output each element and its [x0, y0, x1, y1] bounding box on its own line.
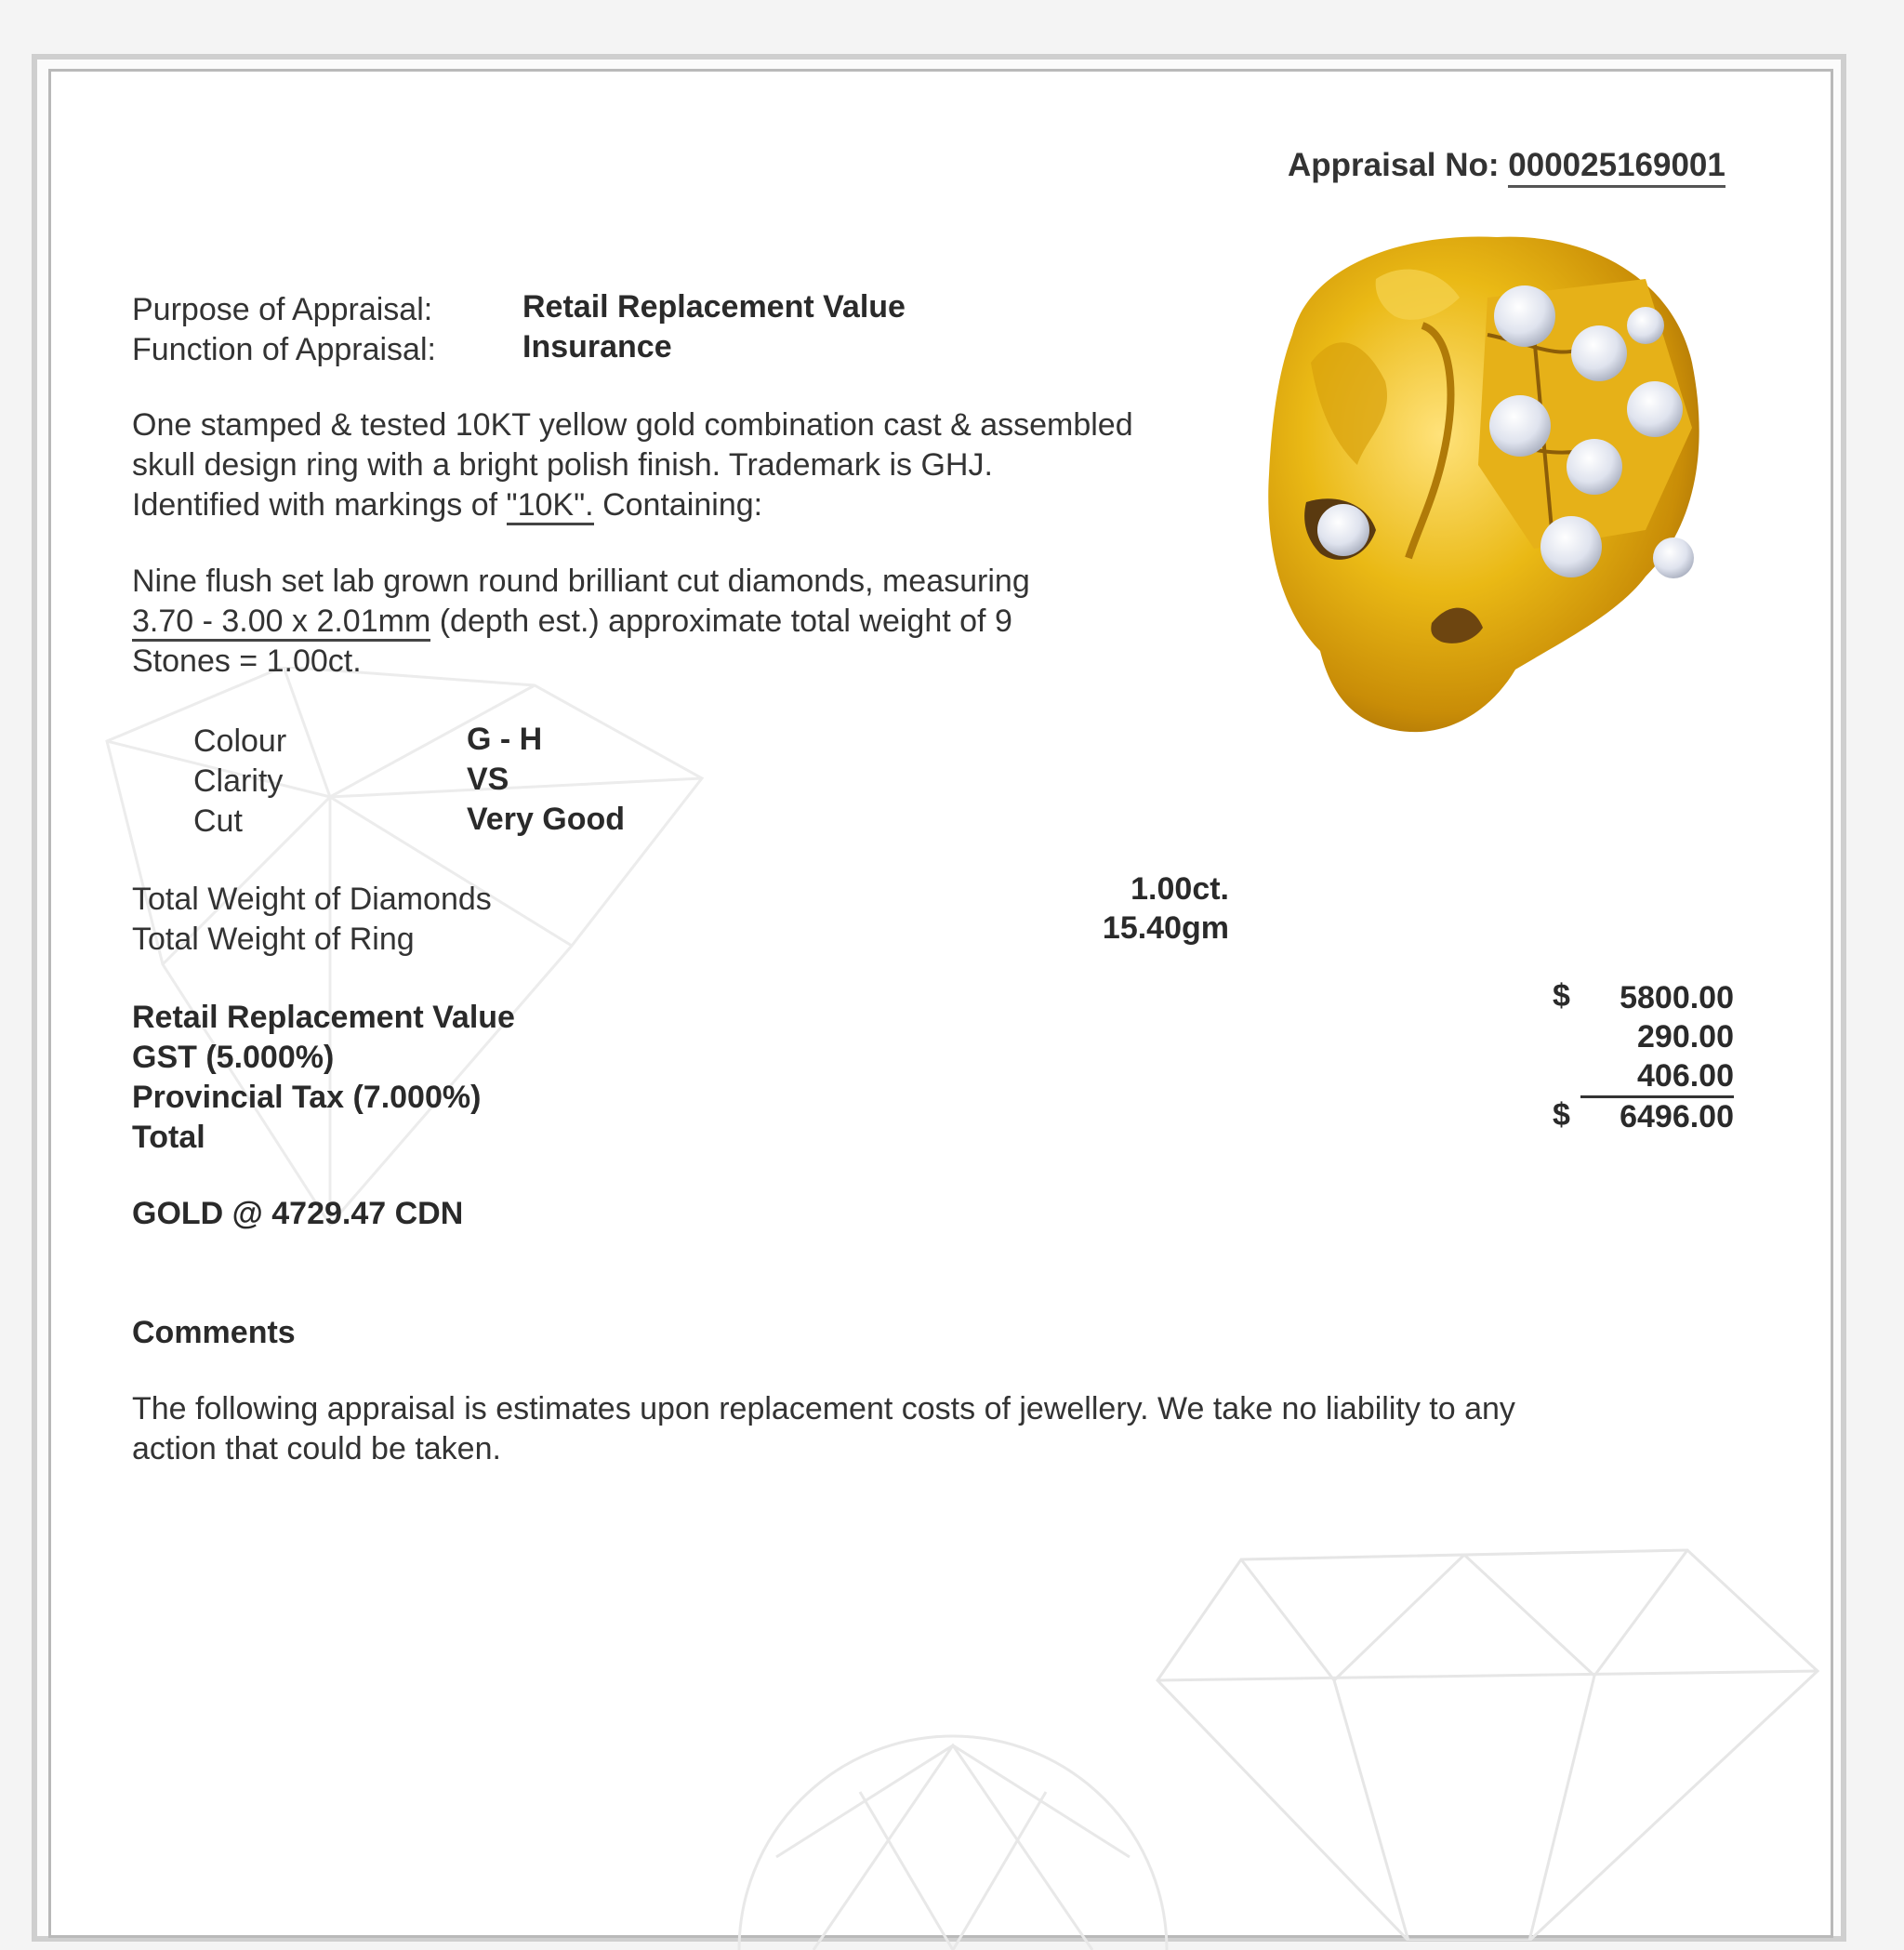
total-label: Total [132, 1120, 205, 1155]
retail-value-label: Retail Replacement Value [132, 1000, 515, 1035]
diamond-watermark-left [51, 667, 739, 1262]
grade-clarity-value: VS [467, 762, 509, 797]
description-line-1: One stamped & tested 10KT yellow gold combination cast & assembled [132, 407, 1133, 443]
purpose-label: Purpose of Appraisal: [132, 292, 433, 327]
ring-weight-label: Total Weight of Ring [132, 922, 415, 957]
stones-line-3: Stones = 1.00ct. [132, 643, 362, 679]
comments-line-2: action that could be taken. [132, 1431, 501, 1466]
appraisal-no-label: Appraisal No: [1288, 147, 1500, 183]
description-containing: Containing: [602, 487, 763, 523]
total-currency: $ [1553, 1097, 1570, 1133]
comments-line-1: The following appraisal is estimates upon replacement costs of jewellery. We take no liability to any [132, 1391, 1515, 1426]
gst-amount: 290.00 [1637, 1019, 1734, 1055]
diamond-weight-label: Total Weight of Diamonds [132, 882, 492, 917]
retail-currency: $ [1553, 978, 1570, 1014]
diamond-watermark-bottom-center [721, 1708, 1185, 1950]
stones-weight-text: (depth est.) approximate total weight of 9 [439, 604, 1012, 639]
diamond-weight-value: 1.00ct. [1130, 871, 1229, 907]
diamond-watermark-bottom-right [1130, 1541, 1836, 1941]
total-amount: 6496.00 [1620, 1099, 1734, 1134]
grade-cut-value: Very Good [467, 802, 626, 837]
appraisal-number [1288, 145, 1726, 185]
grade-colour-value: G - H [467, 722, 543, 757]
appraisal-no-value: 000025169001 [1508, 147, 1726, 188]
provincial-tax-label: Provincial Tax (7.000%) [132, 1080, 482, 1115]
function-label: Function of Appraisal: [132, 332, 436, 367]
ring-weight-value: 15.40gm [1102, 910, 1229, 946]
description-marking-intro: Identified with markings of [132, 487, 498, 523]
grade-clarity-label: Clarity [193, 763, 284, 799]
gold-price: GOLD @ 4729.47 CDN [132, 1196, 464, 1231]
description-line-3 [132, 485, 762, 525]
stones-measurement: 3.70 - 3.00 x 2.01mm [132, 604, 430, 642]
retail-value-amount: 5800.00 [1620, 980, 1734, 1015]
grade-cut-label: Cut [193, 803, 243, 839]
skull-ring-photo [1255, 223, 1720, 744]
description-line-2: skull design ring with a bright polish finish. Trademark is GHJ. [132, 447, 993, 483]
purpose-value: Retail Replacement Value [522, 289, 906, 325]
provincial-tax-amount: 406.00 [1580, 1056, 1734, 1098]
function-value: Insurance [522, 329, 672, 365]
gst-label: GST (5.000%) [132, 1040, 335, 1075]
stones-line-2 [132, 602, 1012, 642]
stones-line-1: Nine flush set lab grown round brilliant cut diamonds, measuring [132, 564, 1030, 599]
description-marking: "10K". [507, 487, 594, 525]
comments-heading: Comments [132, 1315, 296, 1350]
grade-colour-label: Colour [193, 723, 287, 759]
